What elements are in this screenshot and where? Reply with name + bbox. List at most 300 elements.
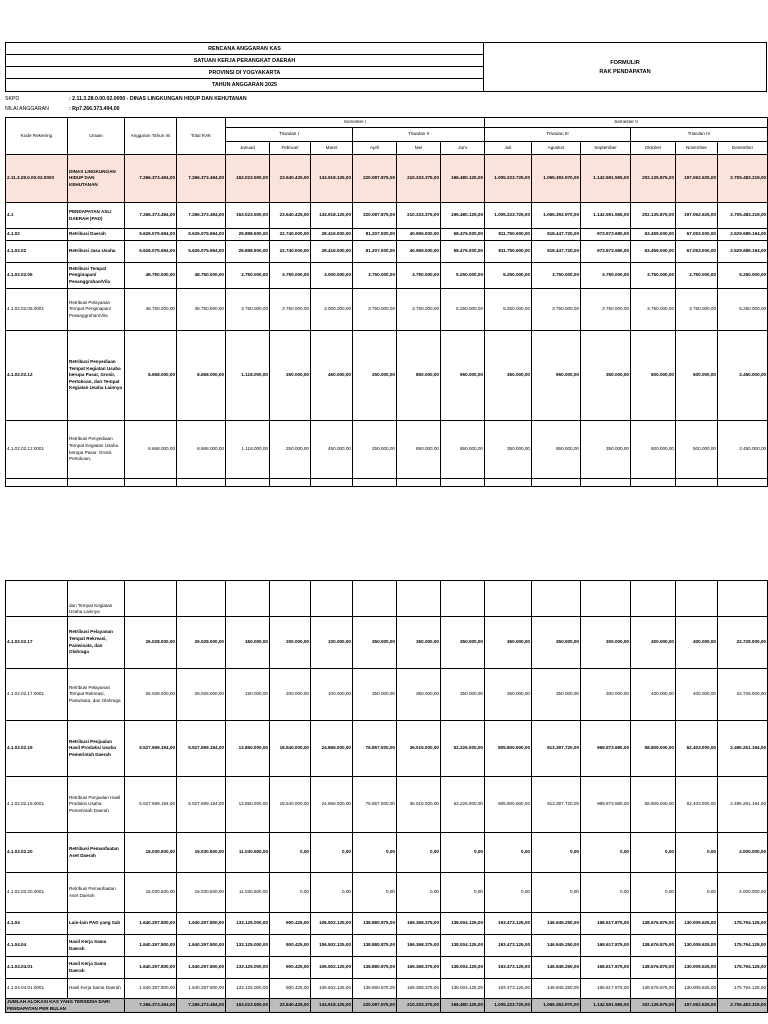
title-box [5, 42, 767, 92]
amount-cell: 196.480.125,00 [441, 203, 485, 229]
amount-cell: 130.009.625,00 [676, 913, 718, 935]
amount-cell: 15.030.500,00 [125, 833, 177, 873]
table-row [6, 833, 768, 873]
amount-cell: 3.750.000,00 [581, 289, 631, 331]
amount-cell: 138.004.125,00 [441, 979, 485, 999]
col-triwulan-3: Triwulan III [485, 128, 631, 142]
amount-cell: 3.750.000,00 [353, 289, 397, 331]
amount-cell: 210.333.375,00 [397, 155, 441, 203]
amount-cell: 138.880.875,00 [353, 957, 397, 979]
amount-cell: 26.028.000,00 [125, 617, 177, 669]
amount-cell: 26.028.000,00 [177, 669, 226, 721]
amount-cell: 5.626.075.694,00 [177, 241, 226, 263]
amount-cell: 0,00 [397, 833, 441, 873]
amount-cell: 220.087.875,00 [353, 155, 397, 203]
rak-table-page-1 [5, 117, 768, 487]
amount-cell: 220.087.875,00 [353, 203, 397, 229]
amount-cell: 7.266.373.494,00 [177, 203, 226, 229]
amount-cell: 805.800.600,00 [485, 721, 532, 777]
title-line-3: PROVINSI DI YOGYAKARTA [6, 67, 483, 79]
amount-cell: 350.000,00 [353, 669, 397, 721]
kode-rekening-cell: 4.1.02.02.19.0001 [6, 777, 68, 833]
amount-cell: 138.880.875,00 [353, 979, 397, 999]
amount-cell: 300.000,00 [581, 617, 631, 669]
kode-rekening-cell: 4.1.04.04.01.0001 [6, 979, 68, 999]
amount-cell: 15.030.500,00 [177, 873, 226, 913]
uraian-cell: PENDAPATAN ASLI DAERAH (PAD) [68, 203, 125, 229]
kode-rekening-cell: 4.1.02.02.12 [6, 331, 68, 421]
kode-rekening-cell: 4.1.02.02.06 [6, 263, 68, 289]
amount-cell: 138.676.875,00 [631, 957, 676, 979]
amount-cell: 36.015.000,00 [397, 777, 441, 833]
uraian-cell: Hasil Kerja Sama Daerah [68, 957, 125, 979]
skpd-value: : 2.11.3.28.0.00.02.0000 - DINAS LINGKUNGAN HIDUP DAN KEHUTANAN [69, 96, 247, 102]
amount-cell: 5.527.599.194,00 [125, 777, 177, 833]
amount-cell: 81.207.000,00 [353, 229, 397, 241]
amount-cell: 350.000,00 [532, 617, 581, 669]
col-semester-2: Semester II [485, 118, 768, 128]
amount-cell: 48.750.000,00 [177, 289, 226, 331]
col-month: Juni [441, 142, 485, 155]
total-value: 1.005.223.725,00 [485, 999, 532, 1013]
amount-cell: 913.397.720,00 [532, 721, 581, 777]
col-month: Juli [485, 142, 532, 155]
amount-cell: 811.750.600,00 [485, 241, 532, 263]
total-value: 23.640.425,00 [270, 999, 311, 1013]
table-row [6, 777, 768, 833]
amount-cell: 3.000.000,00 [311, 263, 353, 289]
amount-cell: 5.250.000,00 [718, 289, 768, 331]
amount-cell: 805.800.600,00 [485, 777, 532, 833]
total-value: 1.065.392.970,00 [532, 999, 581, 1013]
amount-cell: 58.476.000,00 [441, 229, 485, 241]
amount-cell: 1.142.591.555,00 [581, 155, 631, 203]
amount-cell: 52.226.000,00 [441, 777, 485, 833]
amount-cell: 23.640.425,00 [270, 203, 311, 229]
col-month: Januari [226, 142, 270, 155]
amount-cell: 23.640.425,00 [270, 155, 311, 203]
amount-cell: 2.529.689.194,00 [718, 241, 768, 263]
amount-cell: 169.368.375,00 [397, 935, 441, 957]
amount-cell: 138.004.125,00 [441, 957, 485, 979]
col-triwulan-2: Triwulan II [353, 128, 485, 142]
table-row [6, 289, 768, 331]
amount-cell: 134.918.125,00 [311, 155, 353, 203]
uraian-cell: Hasil Kerja Sama Daerah [68, 979, 125, 999]
amount-cell: 1.640.297.800,00 [177, 957, 226, 979]
amount-cell: 146.945.250,00 [532, 979, 581, 999]
form-line-1: FORMULIR [610, 60, 640, 66]
amount-cell: 106.502.125,00 [311, 957, 353, 979]
document-title [6, 43, 484, 91]
amount-cell: 1.640.297.800,00 [125, 957, 177, 979]
amount-cell: 350.000,00 [397, 617, 441, 669]
amount-cell: 163.023.500,00 [226, 155, 270, 203]
amount-cell: 650.000,00 [441, 331, 485, 421]
amount-cell: 168.617.875,00 [581, 913, 631, 935]
uraian-cell: Retribusi Jasa Usaha [68, 241, 125, 263]
amount-cell: 250.000,00 [353, 421, 397, 479]
amount-cell: 175.794.125,00 [718, 979, 768, 999]
amount-cell: 76.857.000,00 [353, 777, 397, 833]
total-value: 202.135.875,00 [631, 999, 676, 1013]
total-value: 7.266.373.494,00 [125, 999, 177, 1013]
form-title [484, 43, 766, 91]
amount-cell: 1.065.392.970,00 [532, 155, 581, 203]
uraian-cell: Retribusi Penjualan Hasil Produksi Usaha Pemerintah Daerah [68, 721, 125, 777]
total-value: 1.142.591.555,00 [581, 999, 631, 1013]
amount-cell: 193.473.125,00 [485, 957, 532, 979]
amount-cell: 36.015.000,00 [397, 721, 441, 777]
amount-cell: 4.000.000,00 [718, 873, 768, 913]
amount-cell: 969.573.680,00 [581, 777, 631, 833]
amount-cell: 1.640.297.800,00 [177, 935, 226, 957]
uraian-cell: Retribusi Daerah [68, 229, 125, 241]
amount-cell: 106.502.125,00 [311, 913, 353, 935]
amount-cell: 3.750.000,00 [676, 263, 718, 289]
amount-cell: 146.945.250,00 [532, 935, 581, 957]
amount-cell: 7.266.373.494,00 [125, 155, 177, 203]
skpd-label: SKPD [5, 96, 20, 102]
amount-cell: 350.000,00 [441, 617, 485, 669]
amount-cell: 500.000,00 [676, 421, 718, 479]
amount-cell: 918.447.720,00 [532, 241, 581, 263]
total-value: 134.918.125,00 [311, 999, 353, 1013]
amount-cell: 450.000,00 [311, 421, 353, 479]
amount-cell: 29.898.500,00 [226, 229, 270, 241]
table-body-page-2 [6, 617, 768, 999]
amount-cell: 1.118.000,00 [226, 331, 270, 421]
amount-cell: 5.527.599.194,00 [125, 721, 177, 777]
uraian-cell: Retribusi Penyediaan Tempat Kegiatan Usaha berupa Pasar, Grosir, Pertokoan, [68, 421, 125, 479]
amount-cell: 175.794.125,00 [718, 913, 768, 935]
amount-cell: 0,00 [485, 833, 532, 873]
uraian-cell: Retribusi Pelayanan Tempat Rekreasi, Pariwisata, dan Olahraga [68, 617, 125, 669]
amount-cell: 0,00 [532, 873, 581, 913]
amount-cell: 106.502.125,00 [311, 935, 353, 957]
amount-cell: 48.750.000,00 [125, 263, 177, 289]
amount-cell: 210.333.375,00 [397, 203, 441, 229]
amount-cell: 350.000,00 [532, 669, 581, 721]
amount-cell: 5.626.075.694,00 [125, 229, 177, 241]
amount-cell: 3.750.000,00 [397, 289, 441, 331]
amount-cell: 5.527.599.194,00 [177, 777, 226, 833]
amount-cell: 200.000,00 [270, 617, 311, 669]
amount-cell: 350.000,00 [485, 617, 532, 669]
amount-cell: 2.495.261.194,00 [718, 721, 768, 777]
amount-cell: 250.000,00 [353, 331, 397, 421]
col-month: September [581, 142, 631, 155]
amount-cell: 138.880.875,00 [353, 913, 397, 935]
amount-cell: 400.000,00 [676, 617, 718, 669]
amount-cell: 650.000,00 [441, 421, 485, 479]
amount-cell: 62.403.000,00 [676, 777, 718, 833]
uraian-cell: Retribusi Penyediaan Tempat Kegiatan Usaha berupa Pasar, Grosir, Pertokoan, dan Tempat Kegiatan Usaha Lainnya [68, 331, 125, 421]
amount-cell: 138.676.875,00 [631, 979, 676, 999]
amount-cell: 973.973.680,00 [581, 241, 631, 263]
amount-cell: 2.450.000,00 [718, 331, 768, 421]
amount-cell: 146.945.250,00 [532, 957, 581, 979]
amount-cell: 202.135.875,00 [631, 203, 676, 229]
amount-cell: 138.004.125,00 [441, 935, 485, 957]
amount-cell: 58.809.000,00 [631, 777, 676, 833]
amount-cell: 193.473.125,00 [485, 913, 532, 935]
amount-cell: 168.617.875,00 [581, 979, 631, 999]
amount-cell: 8.668.000,00 [125, 421, 177, 479]
amount-cell: 811.750.600,00 [485, 229, 532, 241]
amount-cell: 22.728.000,00 [718, 669, 768, 721]
uraian-cell: Hasil Kerja Sama Daerah [68, 935, 125, 957]
amount-cell: 2.529.689.194,00 [718, 229, 768, 241]
amount-cell: 7.266.373.494,00 [177, 155, 226, 203]
amount-cell: 40.965.000,00 [397, 241, 441, 263]
page-2 [0, 580, 768, 1013]
amount-cell: 5.250.000,00 [718, 263, 768, 289]
amount-cell: 24.866.000,00 [311, 721, 353, 777]
amount-cell: 197.062.625,00 [676, 155, 718, 203]
uraian-cell: Retribusi Pelayanan Tempat Penginapan/ Pesanggrahan/Vila [68, 289, 125, 331]
amount-cell: 500.000,00 [676, 331, 718, 421]
amount-cell: 24.866.000,00 [311, 777, 353, 833]
nilai-value: : Rp7.266.373.494,00 [69, 106, 120, 112]
amount-cell: 1.640.297.800,00 [125, 979, 177, 999]
amount-cell: 58.809.000,00 [631, 721, 676, 777]
amount-cell: 1.640.297.800,00 [125, 935, 177, 957]
table-row [6, 331, 768, 421]
kode-rekening-cell: 4.1.02.02.20.0001 [6, 873, 68, 913]
amount-cell: 0,00 [353, 873, 397, 913]
amount-cell: 193.473.125,00 [485, 935, 532, 957]
amount-cell: 5.250.000,00 [485, 263, 532, 289]
rak-table-page-2 [5, 580, 768, 1013]
amount-cell: 197.062.625,00 [676, 203, 718, 229]
amount-cell: 900.425,00 [270, 913, 311, 935]
amount-cell: 67.053.000,00 [676, 229, 718, 241]
amount-cell: 0,00 [397, 873, 441, 913]
amount-cell: 300.000,00 [581, 669, 631, 721]
amount-cell: 250.000,00 [270, 421, 311, 479]
kode-rekening-cell: 4.1.02.02 [6, 241, 68, 263]
uraian-cell: DINAS LINGKUNGAN HIDUP DAN KEHUTANAN [68, 155, 125, 203]
col-semester-1: Semester I [226, 118, 485, 128]
nilai-label: NILAI ANGGARAN [5, 106, 49, 112]
amount-cell: 7.266.373.494,00 [125, 203, 177, 229]
amount-cell: 130.009.625,00 [676, 935, 718, 957]
amount-cell: 5.250.000,00 [441, 289, 485, 331]
amount-cell: 22.728.000,00 [718, 617, 768, 669]
amount-cell: 133.125.000,00 [226, 979, 270, 999]
amount-cell: 29.898.500,00 [226, 241, 270, 263]
amount-cell: 28.416.000,00 [311, 229, 353, 241]
amount-cell: 1.640.297.800,00 [177, 979, 226, 999]
amount-cell: 13.850.000,00 [226, 721, 270, 777]
uraian-cell: Retribusi Pemanfaatan Aset Daerah [68, 873, 125, 913]
amount-cell: 26.028.000,00 [177, 617, 226, 669]
kode-rekening-cell: 4.1.02.02.20 [6, 833, 68, 873]
amount-cell: 48.750.000,00 [177, 263, 226, 289]
amount-cell: 28.416.000,00 [311, 241, 353, 263]
amount-cell: 350.000,00 [581, 421, 631, 479]
amount-cell: 133.125.000,00 [226, 957, 270, 979]
amount-cell: 1.142.591.555,00 [581, 203, 631, 229]
amount-cell: 133.125.000,00 [226, 935, 270, 957]
table-body-page-1 [6, 155, 768, 479]
amount-cell: 15.030.500,00 [177, 833, 226, 873]
amount-cell: 350.000,00 [397, 669, 441, 721]
amount-cell: 168.617.875,00 [581, 957, 631, 979]
amount-cell: 3.750.000,00 [532, 289, 581, 331]
amount-cell: 2.705.483.319,00 [718, 203, 768, 229]
amount-cell: 400.000,00 [631, 617, 676, 669]
col-month: April [353, 142, 397, 155]
total-value: 2.705.483.319,00 [718, 999, 768, 1013]
total-row [6, 999, 768, 1013]
col-month: Oktober [631, 142, 676, 155]
amount-cell: 3.750.000,00 [532, 263, 581, 289]
amount-cell: 900.425,00 [270, 979, 311, 999]
col-total: Total RAK [177, 118, 226, 155]
amount-cell: 969.573.680,00 [581, 721, 631, 777]
amount-cell: 5.626.075.694,00 [125, 241, 177, 263]
amount-cell: 193.473.125,00 [485, 979, 532, 999]
table-row [6, 203, 768, 229]
amount-cell: 0,00 [270, 833, 311, 873]
total-value: 197.062.625,00 [676, 999, 718, 1013]
amount-cell: 900.425,00 [270, 935, 311, 957]
amount-cell: 900.425,00 [270, 957, 311, 979]
table-row [6, 913, 768, 935]
amount-cell: 138.676.875,00 [631, 913, 676, 935]
kode-rekening-cell: 2.11.3.28.0.00.02.0000 [6, 155, 68, 203]
amount-cell: 168.617.875,00 [581, 935, 631, 957]
kode-rekening-cell: 4.1.02.02.17 [6, 617, 68, 669]
amount-cell: 5.527.599.194,00 [177, 721, 226, 777]
amount-cell: 0,00 [311, 873, 353, 913]
table-row [6, 229, 768, 241]
col-kode: Kode Rekening [6, 118, 68, 155]
uraian-cell: Lain-lain PAD yang Sah [68, 913, 125, 935]
amount-cell: 100.000,00 [311, 669, 353, 721]
amount-cell: 130.009.625,00 [676, 957, 718, 979]
amount-cell: 350.000,00 [441, 669, 485, 721]
table-row [6, 669, 768, 721]
amount-cell: 67.053.000,00 [676, 241, 718, 263]
total-value: 163.023.500,00 [226, 999, 270, 1013]
col-uraian: Uraian [68, 118, 125, 155]
amount-cell: 169.368.375,00 [397, 979, 441, 999]
table-row [6, 263, 768, 289]
amount-cell: 5.250.000,00 [485, 289, 532, 331]
amount-cell: 913.397.720,00 [532, 777, 581, 833]
amount-cell: 150.000,00 [226, 669, 270, 721]
amount-cell: 63.459.000,00 [631, 229, 676, 241]
amount-cell: 202.135.875,00 [631, 155, 676, 203]
amount-cell: 1.005.223.725,00 [485, 203, 532, 229]
uraian-cell: Retribusi Penjualan Hasil Produksi Usaha Pemerintah Daerah [68, 777, 125, 833]
table-row [6, 935, 768, 957]
kode-rekening-cell: 4.1.02 [6, 229, 68, 241]
amount-cell: 5.626.075.694,00 [177, 229, 226, 241]
amount-cell: 0,00 [270, 873, 311, 913]
kode-rekening-cell: 4.1.04 [6, 913, 68, 935]
table-row [6, 617, 768, 669]
skpd-row [5, 96, 247, 102]
uraian-cell: Retribusi Pelayanan Tempat Rekreasi, Pariwisata, dan Olahraga [68, 669, 125, 721]
amount-cell: 175.794.125,00 [718, 935, 768, 957]
amount-cell: 350.000,00 [485, 331, 532, 421]
amount-cell: 169.368.375,00 [397, 957, 441, 979]
amount-cell: 3.750.000,00 [397, 263, 441, 289]
amount-cell: 8.668.000,00 [177, 421, 226, 479]
total-value: 7.266.373.494,00 [177, 999, 226, 1013]
amount-cell: 1.118.000,00 [226, 421, 270, 479]
amount-cell: 450.000,00 [311, 331, 353, 421]
amount-cell: 15.030.500,00 [125, 873, 177, 913]
kode-rekening-cell: 4.1.02.02.19 [6, 721, 68, 777]
amount-cell: 0,00 [485, 873, 532, 913]
amount-cell: 0,00 [631, 873, 676, 913]
amount-cell: 0,00 [581, 873, 631, 913]
col-month: Agustus [532, 142, 581, 155]
amount-cell: 0,00 [311, 833, 353, 873]
col-month: Februari [270, 142, 311, 155]
table-row [6, 155, 768, 203]
nilai-row [5, 106, 119, 112]
amount-cell: 134.918.125,00 [311, 203, 353, 229]
amount-cell: 0,00 [441, 873, 485, 913]
amount-cell: 163.023.500,00 [226, 203, 270, 229]
amount-cell: 0,00 [441, 833, 485, 873]
amount-cell: 3.750.000,00 [631, 289, 676, 331]
amount-cell: 138.676.875,00 [631, 935, 676, 957]
amount-cell: 175.794.125,00 [718, 957, 768, 979]
amount-cell: 400.000,00 [676, 669, 718, 721]
amount-cell: 106.502.125,00 [311, 979, 353, 999]
amount-cell: 5.250.000,00 [441, 263, 485, 289]
amount-cell: 3.750.000,00 [581, 263, 631, 289]
amount-cell: 22.740.000,00 [270, 241, 311, 263]
table-row [6, 873, 768, 913]
table-row [6, 979, 768, 999]
amount-cell: 1.640.297.800,00 [125, 913, 177, 935]
total-value: 210.333.375,00 [397, 999, 441, 1013]
title-line-4: TAHUN ANGGARAN 2025 [212, 82, 277, 88]
amount-cell: 146.945.250,00 [532, 913, 581, 935]
amount-cell: 3.750.000,00 [226, 289, 270, 331]
amount-cell: 13.850.000,00 [226, 777, 270, 833]
continued-uraian: dan Tempat Kegiatan Usaha Lainnya [68, 581, 125, 617]
amount-cell: 196.480.125,00 [441, 155, 485, 203]
amount-cell: 918.447.720,00 [532, 229, 581, 241]
amount-cell: 850.000,00 [397, 421, 441, 479]
amount-cell: 3.750.000,00 [270, 263, 311, 289]
kode-rekening-cell: 4.1.04.04.01 [6, 957, 68, 979]
amount-cell: 18.540.000,00 [270, 777, 311, 833]
amount-cell: 81.207.000,00 [353, 241, 397, 263]
col-anggaran: Anggaran Tahun Ini [125, 118, 177, 155]
amount-cell: 1.065.392.970,00 [532, 203, 581, 229]
amount-cell: 250.000,00 [270, 331, 311, 421]
col-month: November [676, 142, 718, 155]
amount-cell: 950.000,00 [532, 331, 581, 421]
amount-cell: 850.000,00 [397, 331, 441, 421]
amount-cell: 200.000,00 [270, 669, 311, 721]
amount-cell: 8.668.000,00 [125, 331, 177, 421]
amount-cell: 350.000,00 [485, 421, 532, 479]
amount-cell: 350.000,00 [353, 617, 397, 669]
amount-cell: 400.000,00 [631, 669, 676, 721]
amount-cell: 22.740.000,00 [270, 229, 311, 241]
